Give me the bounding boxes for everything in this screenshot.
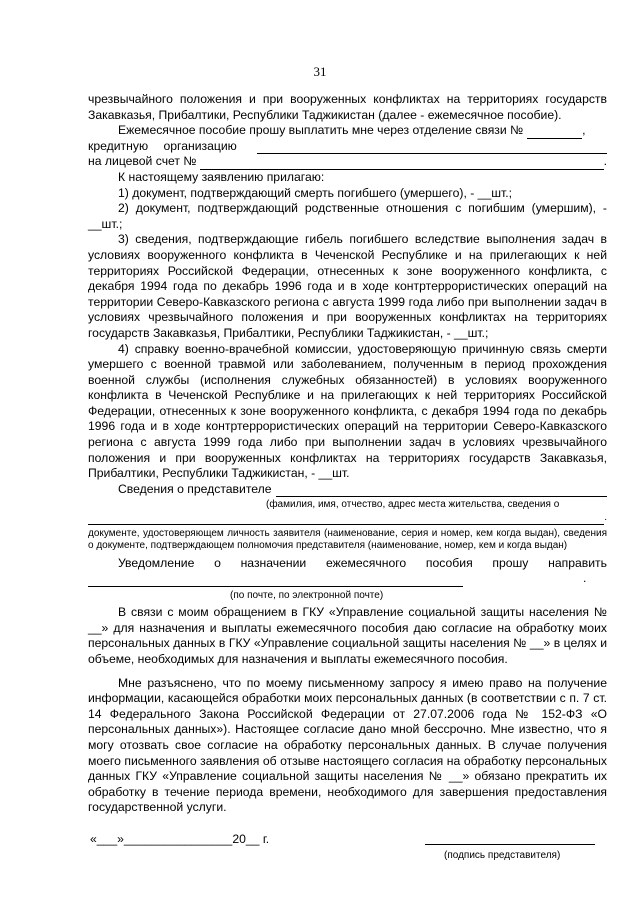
consent-paragraph-1: В связи с моим обращением в ГКУ «Управление социальной защиты населения № __» для назначения и выплаты ежемесячного пособия даю согласие на обработку моих персональных данных в ГКУ «Управление социальной защиты населения № __» в целях и объеме, необходимых для назначения и выплаты ежемесячного пособия. (88, 605, 607, 667)
attachment-item-2: 2) документ, подтверждающий родственные отношения с погибшим (умершим), - __шт.; (88, 201, 607, 231)
post-office-field[interactable] (527, 127, 582, 139)
account-label: на лицевой счет № (88, 154, 197, 169)
notification-line (88, 571, 607, 587)
representative-hint-1: (фамилия, имя, отчество, адрес места жительства, сведения о (266, 499, 560, 511)
representative-field-2[interactable] (88, 512, 604, 525)
attachment-item-1: 1) документ, подтверждающий смерть погибшего (умершего), - __шт.; (118, 185, 512, 200)
signature-field[interactable] (425, 830, 595, 845)
account-end: . (603, 154, 607, 169)
signature-hint: (подпись представителя) (444, 850, 561, 861)
notification-field[interactable] (88, 574, 463, 587)
representative-line (88, 482, 607, 498)
post-office-end: , (582, 123, 586, 138)
attachment-item-4: 4) справку военно-врачебной комиссии, удостоверяющую причинную связь смерти умершего с военной травмой или заболеванием, полученным в период прохождения военной службы (исполнения служебных обязанностей) в условиях вооруженного конфликта в Чеченской Республике и на прилегающих к ней территориях Российской Федерации, отнесенных к зоне вооруженного конфликта, с декабря 1994 года по декабрь 1996 года и в ходе контртеррористических операций на территории Северо-Кавказского региона с августа 1999 года либо при выполнении задач в условиях чрезвычайного положения и при вооруженных конфликтах на территориях государств Закавказья, Прибалтики, Республики Таджикистан, - __шт. (88, 341, 607, 481)
account-field[interactable] (200, 157, 603, 170)
representative-line-2 (88, 512, 607, 525)
bank-field[interactable] (257, 141, 607, 154)
representative-hint-2: документе, удостоверяющем личность заявителя (наименование, серия и номер, кем когда выдан), сведения о документе, подтверждающем полномочия представителя (наименование, номер, кем и когда выдан) (88, 527, 607, 552)
consent-paragraph-2: Мне разъяснено, что по моему письменному запросу я имею право на получение информации, касающейся обработки моих персональных данных (в соответствии с п. 7 ст. 14 Федерального Закона Российской Федерации от 27.07.2006 года № 152-ФЗ «О персональных данных»). Настоящее согласие дано мной бессрочно. Мне известно, что я могу отозвать свое согласие на обработку персональных данных. В случае получения моего письменного заявления об отзыве настоящего согласия на обработку персональных данных ГКУ «Управление социальной защиты населения № __» обязано прекратить их обработку в течение периода времени, необходимого для завершения предоставления государственной услуги. (88, 675, 607, 815)
notification-end: . (583, 571, 587, 586)
post-office-label: Ежемесячное пособие прошу выплатить мне через отделение связи № (118, 123, 524, 138)
attachments-intro: К настоящему заявлению прилагаю: (118, 169, 325, 184)
representative-hint-end: . (604, 512, 607, 524)
bank-line (88, 139, 607, 155)
account-line (88, 154, 607, 170)
representative-field[interactable] (276, 484, 607, 497)
representative-label: Сведения о представителе (118, 481, 272, 496)
attachment-item-3: 3) сведения, подтверждающие гибель погибшего вследствие выполнения задач в условиях вооруженного конфликта в Чеченской Республике и на прилегающих к ней территориях Российской Федерации, отнесенных к зоне вооруженного конфликта, с декабря 1994 года по декабрь 1996 года и в ходе контртеррористических операций на территории Северо-Кавказского региона с августа 1999 года либо при выполнении задач в условиях чрезвычайного положения и при вооруженных конфликтах на территориях государств Закавказья, Прибалтики, Республики Таджикистан, - __шт.; (88, 232, 607, 340)
document-body (88, 92, 607, 816)
notification-text: Уведомление о назначении ежемесячного пособия прошу направить (118, 555, 607, 570)
bank-label: кредитную организацию (88, 138, 237, 153)
page-number: 31 (313, 64, 327, 79)
paragraph-intro: чрезвычайного положения и при вооруженных конфликтах на территориях государств Закавказья, Прибалтики, Республики Таджикистан (далее - ежемесячное пособие). (88, 92, 607, 122)
post-office-line (88, 123, 607, 139)
date-line[interactable]: «___»________________20__ г. (90, 832, 270, 846)
notification-hint: (по почте, по электронной почте) (230, 589, 384, 601)
